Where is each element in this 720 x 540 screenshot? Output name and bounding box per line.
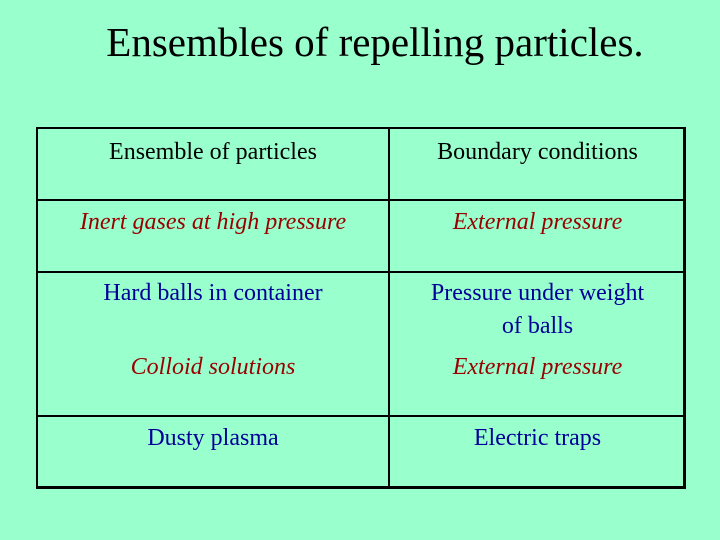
cell-boundary-hard-balls-line2: of balls xyxy=(501,313,574,339)
slide-title: Ensembles of repelling particles. xyxy=(106,19,644,65)
cell-boundary-dusty-plasma: Electric traps xyxy=(473,425,602,451)
row-divider xyxy=(38,271,683,273)
cell-ensemble-inert-gases: Inert gases at high pressure xyxy=(79,209,347,235)
cell-boundary-hard-balls-line1: Pressure under weight xyxy=(430,280,645,306)
cell-boundary-colloid: External pressure xyxy=(452,354,623,380)
cell-ensemble-dusty-plasma: Dusty plasma xyxy=(147,425,279,451)
particles-table xyxy=(36,127,686,489)
header-ensemble: Ensemble of particles xyxy=(109,139,317,165)
header-boundary: Boundary conditions xyxy=(437,139,638,165)
cell-ensemble-colloid: Colloid solutions xyxy=(130,354,296,380)
cell-ensemble-hard-balls: Hard balls in container xyxy=(103,280,323,306)
row-divider xyxy=(38,415,683,417)
cell-boundary-inert-gases: External pressure xyxy=(452,209,623,235)
row-divider xyxy=(38,199,683,201)
